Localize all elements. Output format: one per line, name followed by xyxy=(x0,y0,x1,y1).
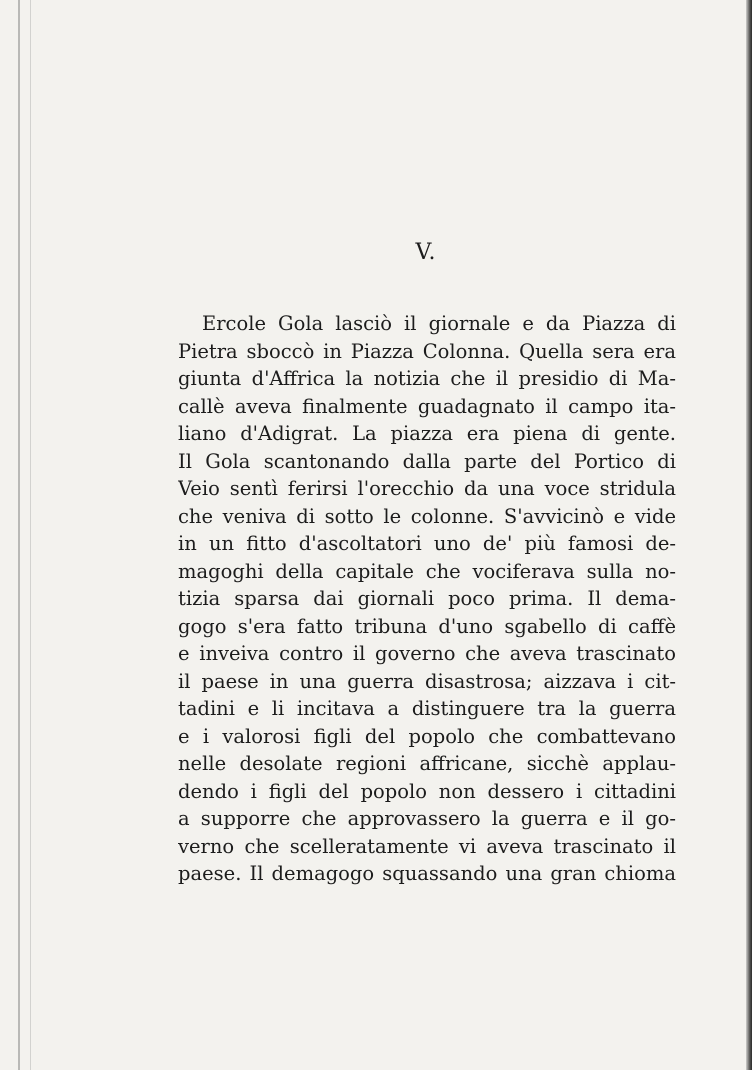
text-line: e i valorosi figli del popolo che combattevano xyxy=(178,724,676,748)
binding-edge-inner xyxy=(30,0,31,1070)
text-line: verno che scelleratamente vi aveva trascinato il xyxy=(178,834,676,858)
text-line: Il Gola scantonando dalla parte del Portico di xyxy=(178,449,676,473)
chapter-heading: V. xyxy=(415,240,437,265)
text-line: e inveiva contro il governo che aveva trascinato xyxy=(178,642,676,665)
text-line: in un fitto d'ascoltatori uno de' più famosi de- xyxy=(178,532,676,555)
text-line: Veio sentì ferirsi l'orecchio da una voce stridula xyxy=(178,477,676,500)
text-line: gogo s'era fatto tribuna d'uno sgabello di caffè xyxy=(178,614,676,638)
text-line: nelle desolate regioni affricane, sicchè applau- xyxy=(178,752,676,775)
body-text xyxy=(178,310,676,888)
text-line: magoghi della capitale che vociferava sulla no- xyxy=(178,559,676,583)
text-line: giunta d'Affrica la notizia che il presidio di Ma- xyxy=(178,367,676,390)
text-line: il paese in una guerra disastrosa; aizzava i cit- xyxy=(178,669,676,693)
text-line: a supporre che approvassero la guerra e il go- xyxy=(178,807,676,830)
text-line: Ercole Gola lasciò il giornale e da Piazza di xyxy=(202,312,676,335)
text-line: paese. Il demagogo squassando una gran chioma xyxy=(178,862,676,885)
page-edge-shadow xyxy=(746,0,752,1070)
text-line: callè aveva finalmente guadagnato il campo ita- xyxy=(178,394,676,418)
text-line: Pietra sboccò in Piazza Colonna. Quella sera era xyxy=(178,339,676,363)
binding-edge xyxy=(18,0,20,1070)
text-line: tadini e li incitava a distinguere tra la guerra xyxy=(178,697,676,720)
text-line: liano d'Adigrat. La piazza era piena di gente. xyxy=(178,422,676,445)
text-line: tizia sparsa dai giornali poco prima. Il dema- xyxy=(178,587,676,610)
text-line: dendo i figli del popolo non dessero i cittadini xyxy=(178,779,676,803)
text-line: che veniva di sotto le colonne. S'avvicinò e vide xyxy=(178,504,676,528)
